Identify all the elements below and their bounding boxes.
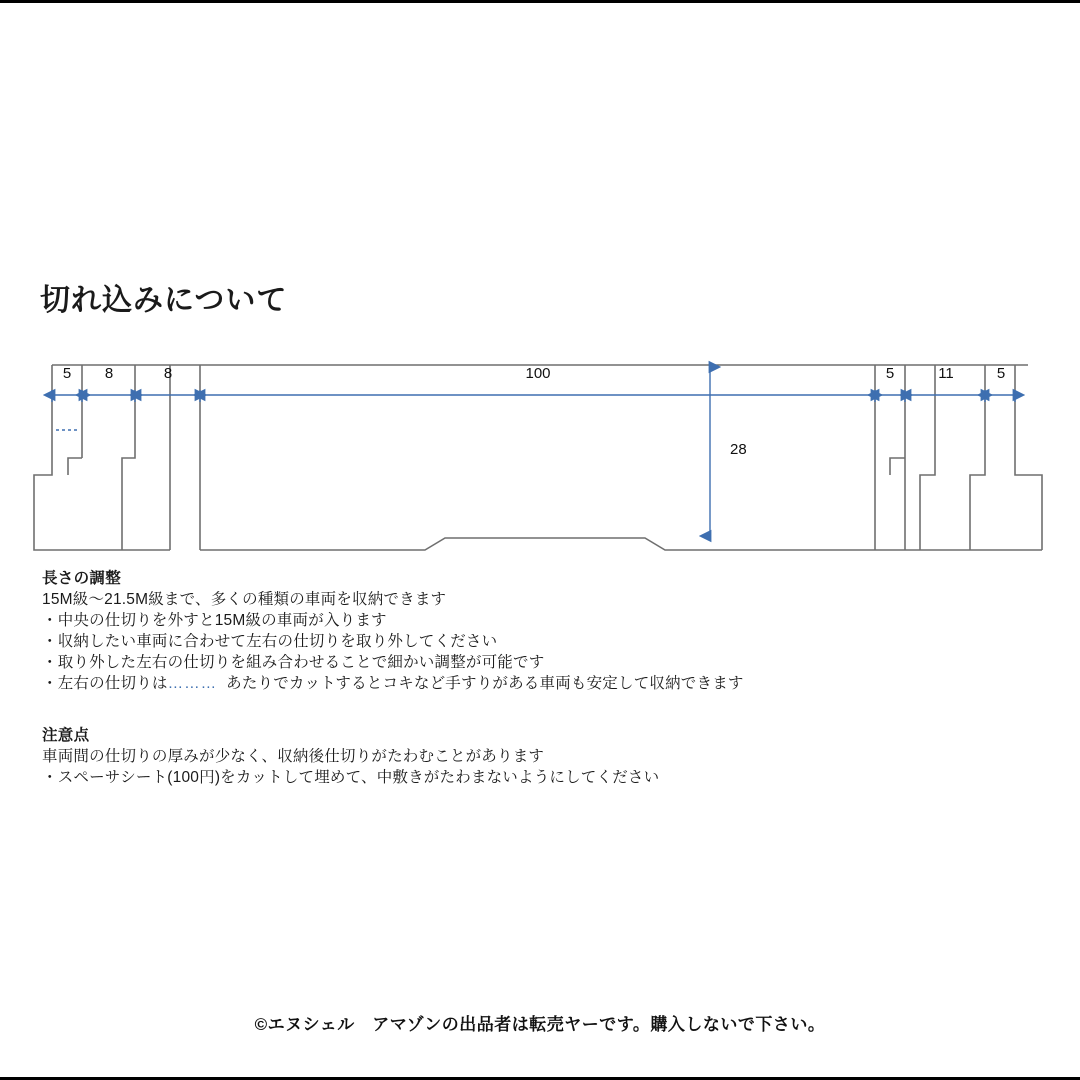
notes-length-line-5 [42,673,744,694]
notes-caution [42,725,659,788]
dim-label-right-3: 5 [996,365,1006,382]
page-title: 切れ込みについて [40,284,288,317]
dim-label-right-1: 5 [885,365,895,382]
dim-label-left-1: 5 [62,365,72,382]
notes-dotted-prefix: ・左右の仕切りは [42,675,168,692]
notes-length-line-1: 15M級～21.5M級まで、多くの種類の車両を収納できます [42,591,447,608]
notes-length-heading: 長さの調整 [42,570,122,587]
notes-length-line-3: ・収納したい車両に合わせて左右の仕切りを取り外してください [42,633,498,650]
notes-dotted-dots: ……… [167,675,218,692]
cutout-diagram [30,350,1050,565]
notes-length-line-4: ・取り外した左右の仕切りを組み合わせることで細かい調整が可能です [42,654,545,671]
notes-dotted-suffix: あたりでカットするとコキなど手すりがある車両も安定して収納できます [226,675,744,692]
notes-caution-line-1: 車両間の仕切りの厚みが少なく、収納後仕切りがたわむことがあります [42,748,545,765]
notes-caution-line-2: ・スペーサシート(100円)をカットして埋めて、中敷きがたわまないようにしてください [42,769,660,786]
dim-label-right-2: 11 [938,365,954,382]
top-border-line [0,0,1080,3]
dim-label-center: 100 [525,365,551,382]
dim-label-left-2: 8 [104,365,114,382]
notes-length-adjustment [42,568,744,694]
dim-label-height: 28 [730,441,747,458]
notes-caution-heading: 注意点 [42,727,90,744]
dim-label-left-3: 8 [163,365,173,382]
footer-notice: ©エヌシェル アマゾンの出品者は転売ヤーです。購入しないで下さい。 [254,1015,826,1034]
notes-length-line-2: ・中央の仕切りを外すと15M級の車両が入ります [42,612,387,629]
